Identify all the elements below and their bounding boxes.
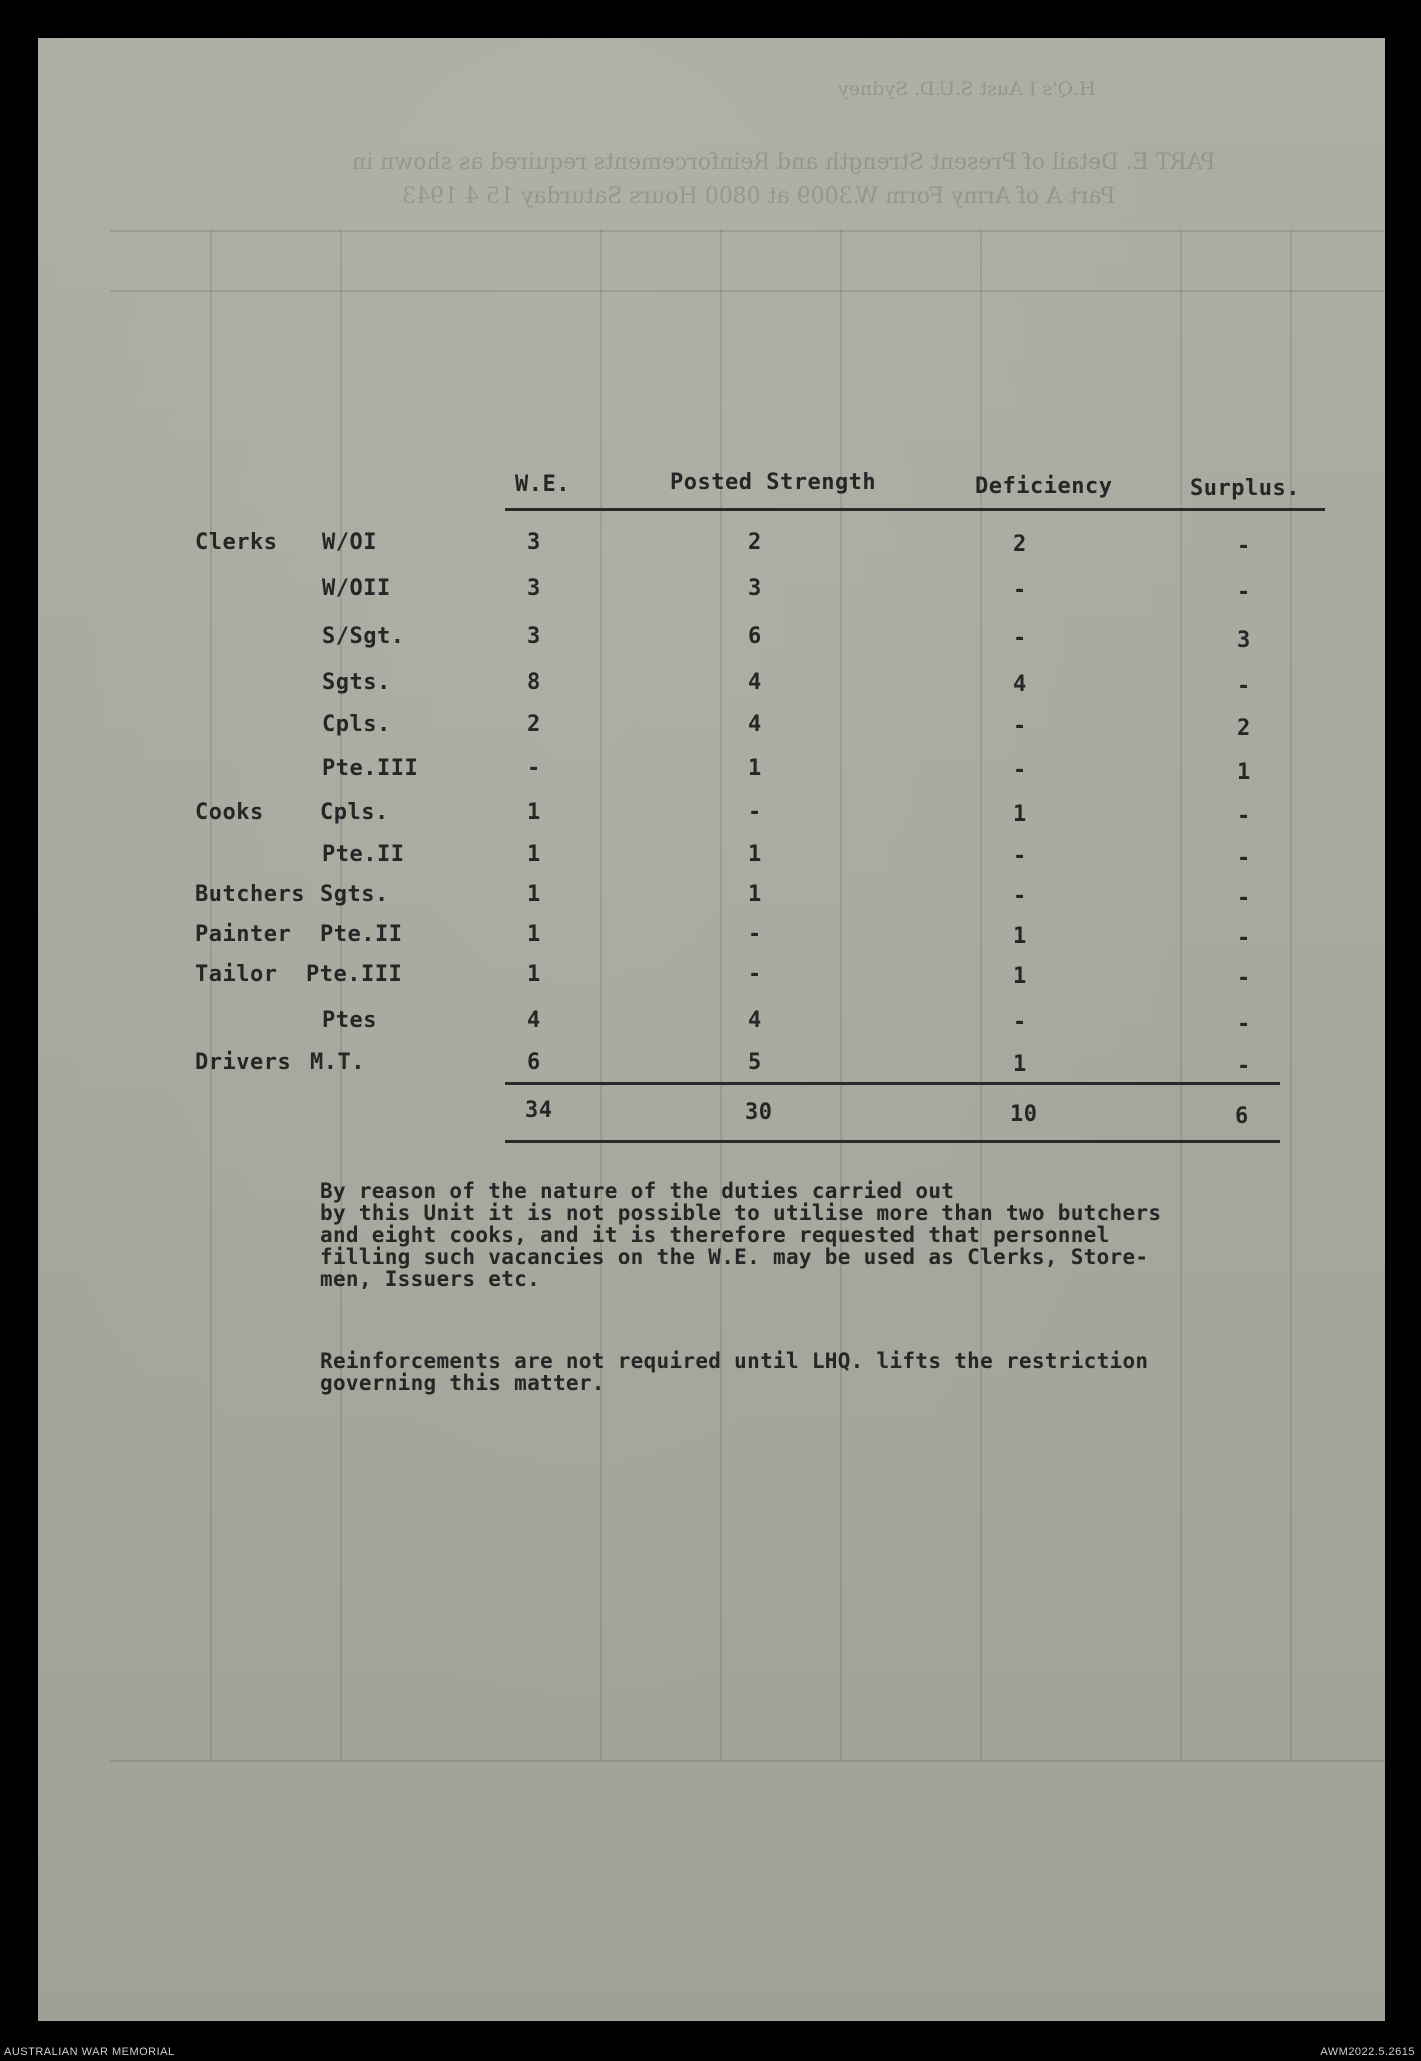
total-surplus: 6 [1235,1104,1249,1129]
cell-deficiency: - [1013,626,1027,651]
row-rank-label: Pte.III [322,756,419,781]
row-rank-label: Cpls. [322,712,391,737]
row-rank-label: Ptes [322,1008,377,1033]
header-rule [505,508,1325,511]
cell-we: - [527,756,541,781]
cell-deficiency: - [1013,758,1027,783]
row-group-label: Clerks [195,530,278,555]
row-group-label: Drivers [195,1050,292,1075]
note-paragraph-2: Reinforcements are not required until LHQ. lifts the restriction governing this matter. [320,1349,1149,1395]
cell-surplus: 3 [1237,628,1251,653]
note-paragraph-1: By reason of the nature of the duties carried out by this Unit it is not possible to utilise more than two butchers and eight cooks, and it is therefore requested that personnel filling such vacancies on the W.E. may be used as Clerks, Store- men, Issuers etc. [320,1179,1162,1291]
cell-we: 1 [527,800,541,825]
cell-surplus: 1 [1237,760,1251,785]
footer-reference: AWM2022.5.2615 [1320,2046,1415,2058]
cell-deficiency: - [1013,884,1027,909]
cell-surplus: - [1237,674,1251,699]
ghost-title-line2: Part A of Army Form W.3009 at 0800 Hours Saturday 15 4 1943 [402,184,1116,209]
cell-posted: 4 [748,670,762,695]
document-sheet [38,38,1385,2021]
cell-surplus: - [1237,580,1251,605]
row-rank-label: W/OII [322,576,391,601]
cell-deficiency: - [1013,714,1027,739]
cell-deficiency: 4 [1013,672,1027,697]
total-we: 34 [525,1098,553,1123]
cell-deficiency: 1 [1013,1052,1027,1077]
row-rank-label: Pte.III [306,962,403,987]
ghost-form-ref: H.Q's I Aust S.U.D. Sydney [838,78,1096,100]
header-surplus: Surplus. [1190,476,1300,501]
cell-deficiency: - [1013,578,1027,603]
cell-posted: 4 [748,1008,762,1033]
cell-posted: 2 [748,530,762,555]
row-rank-label: M.T. [310,1050,365,1075]
cell-deficiency: 1 [1013,924,1027,949]
totals-rule-top [505,1082,1280,1085]
row-rank-label: Pte.II [322,842,405,867]
cell-surplus: - [1237,1054,1251,1079]
row-rank-label: W/OI [322,530,377,555]
header-deficiency: Deficiency [975,474,1113,499]
cell-surplus: 2 [1237,716,1251,741]
cell-we: 3 [527,530,541,555]
cell-we: 1 [527,962,541,987]
cell-surplus: - [1237,886,1251,911]
totals-rule-bottom [505,1140,1280,1143]
cell-we: 3 [527,576,541,601]
cell-deficiency: 1 [1013,802,1027,827]
cell-deficiency: 1 [1013,964,1027,989]
cell-posted: 3 [748,576,762,601]
row-rank-label: Pte.II [320,922,403,947]
cell-posted: 6 [748,624,762,649]
row-group-label: Painter [195,922,292,947]
cell-we: 4 [527,1008,541,1033]
cell-surplus: - [1237,804,1251,829]
header-posted-strength: Posted Strength [670,470,877,495]
cell-we: 1 [527,882,541,907]
cell-we: 6 [527,1050,541,1075]
row-rank-label: Sgts. [322,670,391,695]
cell-posted: 1 [748,842,762,867]
cell-posted: 5 [748,1050,762,1075]
row-group-label: Cooks [195,800,264,825]
cell-surplus: - [1237,926,1251,951]
cell-posted: - [748,922,762,947]
cell-posted: 4 [748,712,762,737]
cell-surplus: - [1237,1012,1251,1037]
row-rank-label: Cpls. [320,800,389,825]
cell-deficiency: 2 [1013,532,1027,557]
cell-surplus: - [1237,846,1251,871]
row-rank-label: Sgts. [320,882,389,907]
cell-posted: 1 [748,756,762,781]
cell-deficiency: - [1013,844,1027,869]
ghost-title-line1: PART E. Detail of Present Strength and Reinforcements required as shown in [352,150,1216,175]
header-we: W.E. [515,472,570,497]
row-rank-label: S/Sgt. [322,624,405,649]
total-posted: 30 [745,1100,773,1125]
cell-surplus: - [1237,534,1251,559]
cell-we: 3 [527,624,541,649]
cell-posted: - [748,800,762,825]
cell-deficiency: - [1013,1010,1027,1035]
footer-source: AUSTRALIAN WAR MEMORIAL [4,2046,175,2058]
row-group-label: Tailor [195,962,278,987]
cell-posted: 1 [748,882,762,907]
cell-surplus: - [1237,966,1251,991]
row-group-label: Butchers [195,882,305,907]
cell-we: 1 [527,922,541,947]
cell-we: 2 [527,712,541,737]
cell-we: 1 [527,842,541,867]
cell-we: 8 [527,670,541,695]
cell-posted: - [748,962,762,987]
total-deficiency: 10 [1010,1102,1038,1127]
